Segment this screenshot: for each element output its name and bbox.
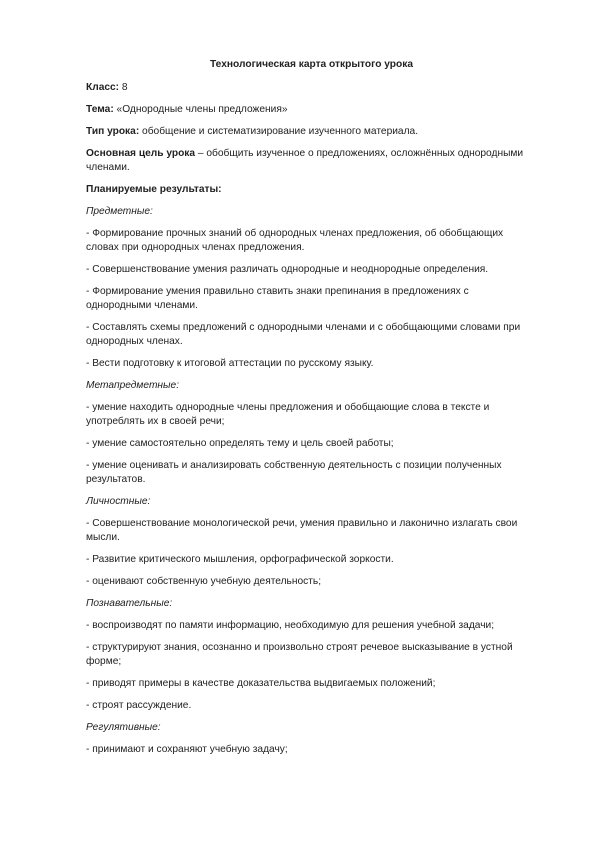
list-item: - Формирование прочных знаний об однородных членах предложения, об обобщающих словах при однородных членах предложения. bbox=[86, 228, 504, 253]
list-item: - воспроизводят по памяти информацию, необходимую для решения учебной задачи; bbox=[86, 620, 495, 631]
section-heading-regulatory: Регулятивные: bbox=[86, 722, 161, 733]
list-item: - умение самостоятельно определять тему и цель своей работы; bbox=[86, 438, 394, 449]
list-item: - Совершенствование умения различать однородные и неоднородные определения. bbox=[86, 264, 489, 275]
topic-line bbox=[86, 103, 535, 117]
list-item: - принимают и сохраняют учебную задачу; bbox=[86, 744, 288, 755]
goal-value: – обобщить изученное о предложениях, осложнённых однородными членами. bbox=[86, 148, 524, 173]
list-item: - оценивают собственную учебную деятельность; bbox=[86, 576, 322, 587]
goal-line bbox=[86, 147, 535, 175]
section-heading-personal: Личностные: bbox=[86, 496, 151, 507]
list-item: - Совершенствование монологической речи, умения правильно и лаконично излагать свои мысли. bbox=[86, 518, 518, 543]
section-heading-cognitive: Познавательные: bbox=[86, 598, 173, 609]
goal-label: Основная цель урока bbox=[86, 148, 196, 159]
list-item: - умение оценивать и анализировать собственную деятельность с позиции полученных результатов. bbox=[86, 460, 502, 485]
list-item: - Вести подготовку к итоговой аттестации по русскому языку. bbox=[86, 358, 374, 369]
list-item: - Составлять схемы предложений с однородными членами и с обобщающими словами при однородных членах. bbox=[86, 322, 521, 347]
section-heading-metasubject: Метапредметные: bbox=[86, 380, 180, 391]
results-heading: Планируемые результаты: bbox=[86, 184, 222, 195]
lesson-type-value: обобщение и систематизирование изученного материала. bbox=[139, 126, 419, 137]
list-item: - умение находить однородные члены предложения и обобщающие слова в тексте и употреблять их в своей речи; bbox=[86, 402, 490, 427]
list-item: - строят рассуждение. bbox=[86, 700, 192, 711]
topic-label: Тема: bbox=[86, 104, 114, 115]
class-label: Класс: bbox=[86, 82, 120, 93]
lesson-type-label: Тип урока: bbox=[86, 126, 140, 137]
list-item: - Развитие критического мышления, орфографической зоркости. bbox=[86, 554, 394, 565]
lesson-type-line bbox=[86, 125, 535, 139]
document-title: Технологическая карта открытого урока bbox=[209, 59, 414, 70]
topic-value: «Однородные члены предложения» bbox=[113, 104, 288, 115]
section-heading-subject: Предметные: bbox=[86, 206, 153, 217]
list-item: - Формирование умения правильно ставить знаки препинания в предложениях с однородными членами. bbox=[86, 286, 469, 311]
class-value: 8 bbox=[119, 82, 128, 93]
list-item: - приводят примеры в качестве доказательства выдвигаемых положений; bbox=[86, 678, 436, 689]
list-item: - структурируют знания, осознанно и произвольно строят речевое высказывание в устной форме; bbox=[86, 642, 513, 667]
class-line bbox=[86, 81, 535, 95]
